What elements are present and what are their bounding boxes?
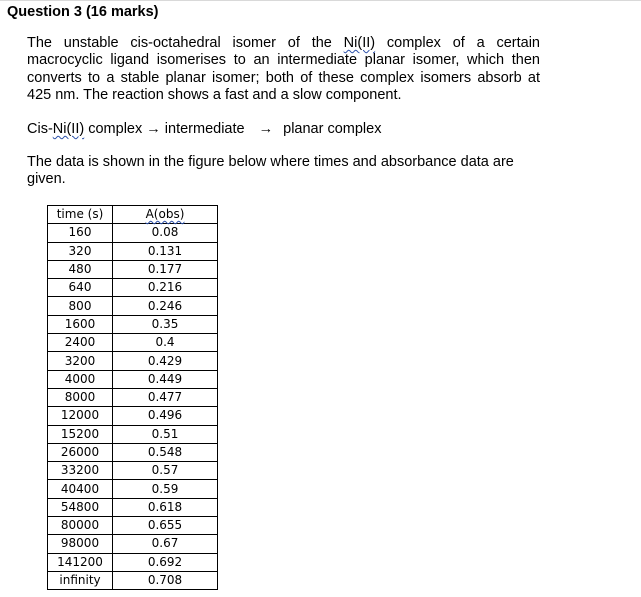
table-row	[48, 370, 218, 388]
absorbance-cell: 0.131	[113, 242, 218, 260]
column-header-time: time (s)	[48, 206, 113, 224]
table-row	[48, 260, 218, 278]
absorbance-cell: 0.177	[113, 260, 218, 278]
table-row	[48, 279, 218, 297]
data-intro-paragraph: The data is shown in the figure below where times and absorbance data are given.	[27, 154, 514, 188]
absorbance-cell: 0.51	[113, 425, 218, 443]
time-cell: 480	[48, 260, 113, 278]
reactant-nickel-term: Ni(II)	[52, 121, 85, 137]
table-row	[48, 571, 218, 589]
time-cell: infinity	[48, 571, 113, 589]
absorbance-cell: 0.216	[113, 279, 218, 297]
time-cell: 320	[48, 242, 113, 260]
question-heading: Question 3 (16 marks)	[7, 4, 159, 20]
table-header-row	[48, 206, 218, 224]
reaction-scheme	[27, 121, 381, 137]
time-cell: 15200	[48, 425, 113, 443]
table-row	[48, 315, 218, 333]
table-row	[48, 517, 218, 535]
absorbance-cell: 0.08	[113, 224, 218, 242]
time-cell: 2400	[48, 334, 113, 352]
time-cell: 141200	[48, 553, 113, 571]
paragraph-text-start: The unstable cis-octahedral isomer of the	[27, 35, 344, 51]
problem-description	[27, 35, 540, 104]
reactant-prefix: Cis-	[27, 121, 53, 137]
time-cell: 3200	[48, 352, 113, 370]
absorbance-cell: 0.548	[113, 443, 218, 461]
time-cell: 640	[48, 279, 113, 297]
time-cell: 80000	[48, 517, 113, 535]
table-row	[48, 553, 218, 571]
time-cell: 4000	[48, 370, 113, 388]
reaction-arrow-1: →	[146, 121, 161, 137]
absorbance-cell: 0.246	[113, 297, 218, 315]
absorbance-header-text: A(obs)	[145, 207, 185, 222]
reaction-arrow-2: →	[258, 121, 274, 137]
table-row	[48, 443, 218, 461]
intermediate-label: intermediate	[164, 121, 245, 137]
absorbance-cell: 0.655	[113, 517, 218, 535]
absorbance-cell: 0.618	[113, 498, 218, 516]
time-cell: 12000	[48, 407, 113, 425]
table-body	[48, 224, 218, 590]
table-row	[48, 224, 218, 242]
table-row	[48, 334, 218, 352]
absorbance-cell: 0.57	[113, 462, 218, 480]
column-header-absorbance	[113, 206, 218, 224]
table-row	[48, 407, 218, 425]
table-row	[48, 462, 218, 480]
absorbance-cell: 0.708	[113, 571, 218, 589]
time-cell: 33200	[48, 462, 113, 480]
time-cell: 160	[48, 224, 113, 242]
table-row	[48, 498, 218, 516]
absorbance-cell: 0.429	[113, 352, 218, 370]
table-row	[48, 425, 218, 443]
absorbance-cell: 0.692	[113, 553, 218, 571]
table-row	[48, 388, 218, 406]
absorbance-cell: 0.449	[113, 370, 218, 388]
table-row	[48, 480, 218, 498]
time-cell: 26000	[48, 443, 113, 461]
table-row	[48, 352, 218, 370]
time-cell: 54800	[48, 498, 113, 516]
product-label: planar complex	[283, 121, 382, 137]
absorbance-cell: 0.59	[113, 480, 218, 498]
table-row	[48, 535, 218, 553]
time-cell: 40400	[48, 480, 113, 498]
absorbance-data-table	[47, 205, 218, 590]
absorbance-cell: 0.67	[113, 535, 218, 553]
time-cell: 8000	[48, 388, 113, 406]
absorbance-cell: 0.35	[113, 315, 218, 333]
top-border-line	[0, 0, 641, 1]
time-cell: 1600	[48, 315, 113, 333]
paragraph-text-end: complex of a certain macrocyclic ligand isomerises to an intermediate planar isomer, which then converts to a stable planar isomer; both of these complex isomers absorb at 425 nm. The reaction shows a fast and a slow component.	[27, 35, 540, 103]
absorbance-cell: 0.496	[113, 407, 218, 425]
table-row	[48, 297, 218, 315]
reactant-suffix: complex	[84, 121, 143, 137]
absorbance-cell: 0.4	[113, 334, 218, 352]
time-cell: 98000	[48, 535, 113, 553]
nickel-term: Ni(II)	[343, 35, 376, 51]
time-cell: 800	[48, 297, 113, 315]
table-row	[48, 242, 218, 260]
absorbance-cell: 0.477	[113, 388, 218, 406]
